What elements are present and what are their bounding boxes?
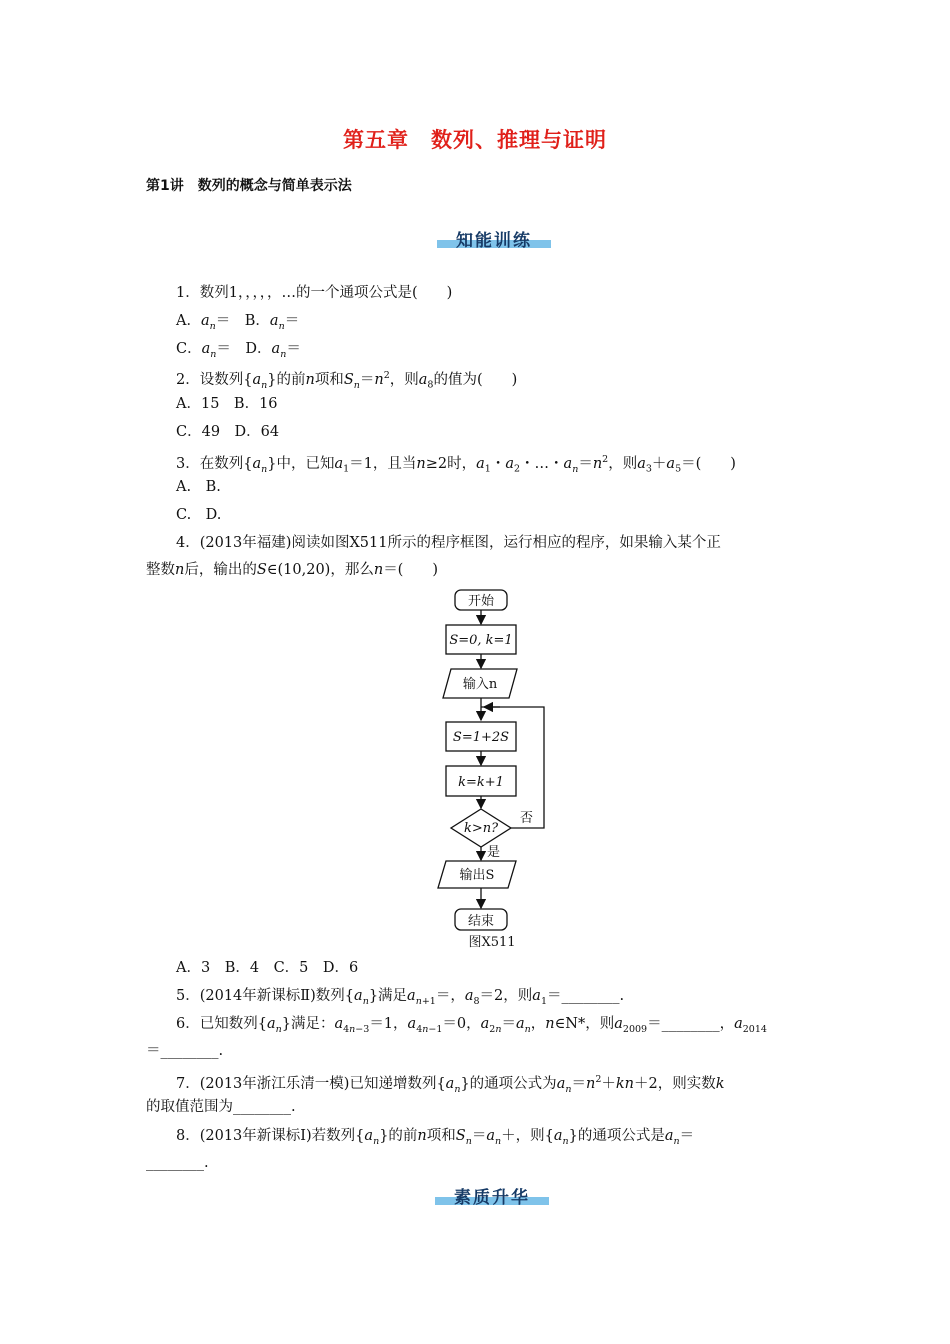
q4-options: A．3 B．4 C．5 D．6 [176, 960, 359, 976]
banner-improvement-label: 素质升华 [454, 1188, 530, 1208]
flow-yes-label: 是 [487, 845, 501, 860]
q8-line2: ________. [146, 1155, 209, 1171]
banner-training-label: 知能训练 [456, 231, 532, 251]
flow-output-text: 输出S [459, 868, 495, 883]
flow-end-text: 结束 [467, 914, 495, 929]
flow-step1-text: S=1+2S [452, 730, 510, 745]
q4-line1: 4．(2013年福建)阅读如图X511所示的程序框图，运行相应的程序，如果输入某个正 [176, 535, 721, 551]
flow-start-text: 开始 [467, 594, 495, 609]
q3-options-cd: C. D. [176, 507, 222, 523]
q5-stem: 5．(2014年新课标Ⅱ)数列$\{a_n\}$满足$a_{n+1}=$，$a_8=2$，则$a_1=\_\_\_\_\_\_\_\_$. [176, 988, 625, 1007]
q6-stem: 6．已知数列$\{a_n\}$满足：$a_{4n-3}=1$，$a_{4n-1}=0$，$a_{2n}=a_n$，n∈N*，则$a_{2009}=\_\_\_\_\_\_\_\_$，$a_{2014}$ [176, 1016, 767, 1035]
q2-options-cd: C．49 D．64 [176, 424, 280, 440]
q7-stem: 7．(2013年浙江乐清一模)已知递增数列$\{a_n\}$的通项公式为$a_n=n^2+kn+2$，则实数k [176, 1074, 725, 1095]
q6-line2: ＝________. [146, 1043, 224, 1059]
q7-line2: 的取值范围为________. [146, 1099, 296, 1115]
chapter-title: 第五章 数列、推理与证明 [343, 128, 607, 152]
q2-options-ab: A．15 B．16 [176, 396, 278, 412]
flow-decision-text: k>n? [463, 821, 499, 836]
q1-options-cd: C．$a_n=$ D．$a_n=$ [176, 341, 301, 360]
flow-step2-text: k=k+1 [458, 775, 504, 790]
lesson-title: 第1讲 数列的概念与简单表示法 [146, 178, 352, 194]
q1-stem: 1．数列1，，，，，…的一个通项公式是( ) [176, 285, 453, 301]
q3-options-ab: A. B. [176, 479, 221, 495]
figure-caption: 图X511 [468, 935, 516, 950]
flow-input-text: 输入n [462, 677, 498, 692]
q1-options-ab: A．$a_n=$ B．$a_n=$ [176, 313, 300, 332]
banner-improvement [435, 1183, 549, 1208]
flow-no-label: 否 [520, 811, 534, 826]
q4-line2: 整数n后，输出的S∈(10,20)，那么n＝( ) [146, 562, 439, 578]
q3-stem: 3．在数列$\{a_n\}$中，已知$a_1=1$，且当n≥2时，$a_1$・$a_2$・…・$a_n=n^2$，则$a_3+a_5=$( ) [176, 454, 736, 475]
q2-stem: 2．设数列$\{a_n\}$的前n项和$S_n=n^2$，则$a_8$的值为( ) [176, 370, 518, 391]
q8-stem: 8．(2013年新课标Ⅰ)若数列$\{a_n\}$的前n项和$S_n=a_n+$，则$\{a_n\}$的通项公式是$a_n=$ [176, 1128, 695, 1147]
flow-loop-line [481, 707, 544, 828]
flow-init-text: S=0, k=1 [449, 633, 513, 648]
